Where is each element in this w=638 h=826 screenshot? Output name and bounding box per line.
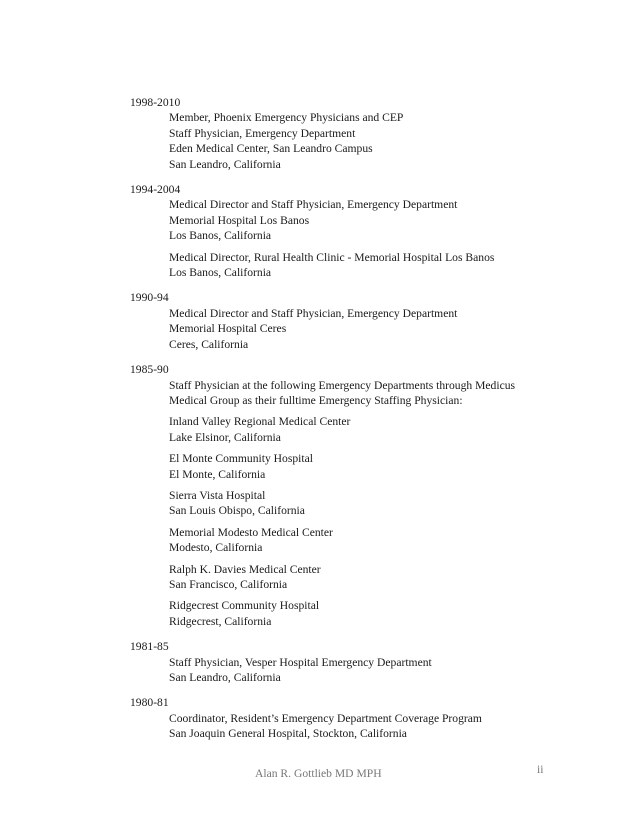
entry-detail-line: San Leandro, California xyxy=(169,671,281,684)
entry-detail-block xyxy=(169,451,600,482)
entry-detail-line: Ridgecrest Community Hospital xyxy=(169,599,320,613)
entry-detail-line: El Monte Community Hospital xyxy=(169,452,313,466)
entry-detail-block xyxy=(169,414,600,445)
experience-entry xyxy=(130,639,600,685)
entry-detail-line: Medical Director and Staff Physician, Emergency Department xyxy=(169,198,458,212)
entry-years: 1980-81 xyxy=(130,696,169,710)
entry-detail-line: Medical Group as their fulltime Emergency Staffing Physician: xyxy=(169,393,463,407)
entry-detail-line: Ralph K. Davies Medical Center xyxy=(169,562,321,576)
entry-detail-line: Eden Medical Center, San Leandro Campus xyxy=(169,142,373,156)
entry-detail-line: Coordinator, Resident’s Emergency Department Coverage Program xyxy=(169,711,482,725)
entry-detail-line: Ceres, California xyxy=(169,337,249,351)
experience-entry xyxy=(130,695,600,741)
experience-entry xyxy=(130,290,600,352)
entry-detail-block xyxy=(169,378,600,409)
entry-detail-line: Memorial Hospital Los Banos xyxy=(169,213,310,227)
entry-detail-line: Inland Valley Regional Medical Center xyxy=(169,415,351,429)
entry-detail-block xyxy=(169,655,600,686)
entry-detail-block xyxy=(169,488,600,519)
entry-detail-line: Medical Director and Staff Physician, Emergency Department xyxy=(169,306,458,320)
entry-detail-block xyxy=(169,197,600,243)
footer-author-name: Alan R. Gottlieb MD MPH xyxy=(255,767,382,780)
entry-detail-line: Los Banos, California xyxy=(169,266,272,280)
entry-detail-line: Los Banos, California xyxy=(169,229,272,243)
entry-detail-line: Staff Physician, Vesper Hospital Emergency Department xyxy=(169,655,432,669)
entry-detail-line: San Louis Obispo, California xyxy=(169,504,305,518)
entry-detail-block xyxy=(169,110,600,172)
entry-detail-block xyxy=(169,306,600,352)
entry-detail-line: El Monte, California xyxy=(169,467,266,481)
entry-detail-block xyxy=(169,598,600,629)
experience-entry xyxy=(130,182,600,280)
entry-detail-line: Member, Phoenix Emergency Physicians and CEP xyxy=(169,111,404,125)
entry-detail-line: Memorial Hospital Ceres xyxy=(169,322,287,336)
entry-years: 1985-90 xyxy=(130,363,169,377)
entry-detail-line: Lake Elsinor, California xyxy=(169,430,281,444)
entry-detail-block xyxy=(169,525,600,556)
entry-detail-block xyxy=(169,562,600,593)
entry-detail-line: Modesto, California xyxy=(169,541,263,555)
entry-detail-line: Medical Director, Rural Health Clinic - Memorial Hospital Los Banos xyxy=(169,250,495,264)
experience-list xyxy=(130,95,600,752)
entry-detail-block xyxy=(169,711,600,742)
entry-detail-line: Sierra Vista Hospital xyxy=(169,488,266,502)
entry-years: 1998-2010 xyxy=(130,96,181,109)
entry-detail-line: San Joaquin General Hospital, Stockton, California xyxy=(169,727,407,741)
entry-detail-line: San Francisco, California xyxy=(169,577,288,591)
entry-years: 1994-2004 xyxy=(130,183,181,197)
entry-detail-line: Staff Physician at the following Emergency Departments through Medicus xyxy=(169,378,516,392)
entry-detail-line: Ridgecrest, California xyxy=(169,614,272,628)
entry-detail-block xyxy=(169,250,600,281)
entry-detail-line: Staff Physician, Emergency Department xyxy=(169,126,356,140)
entry-detail-line: San Leandro, California xyxy=(169,157,281,171)
entry-years: 1990-94 xyxy=(130,291,169,305)
experience-entry xyxy=(130,362,600,629)
footer-page-number: ii xyxy=(537,763,544,776)
entry-detail-line: Memorial Modesto Medical Center xyxy=(169,525,333,539)
entry-years: 1981-85 xyxy=(130,640,169,654)
experience-entry xyxy=(130,95,600,172)
